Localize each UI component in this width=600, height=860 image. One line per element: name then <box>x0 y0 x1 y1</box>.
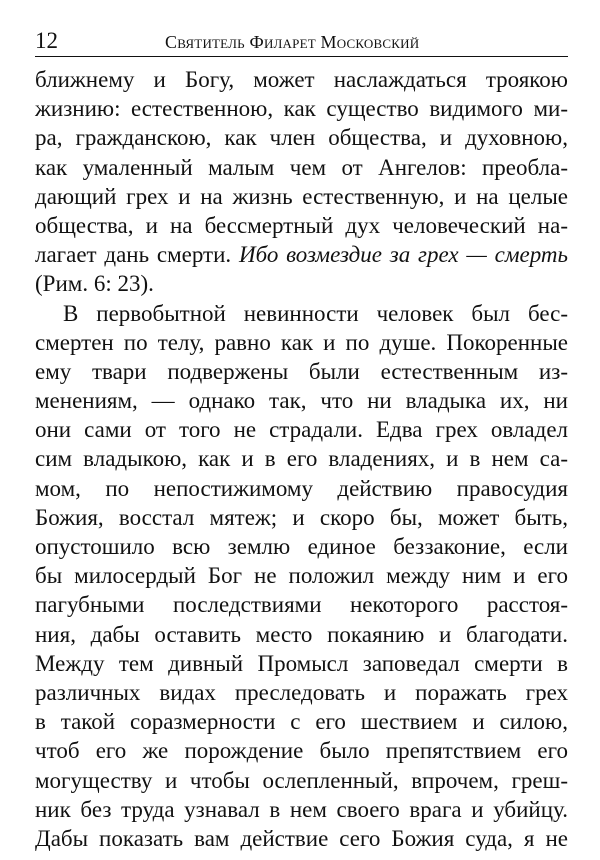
page-body <box>35 65 568 853</box>
text-line: мом, по непостижимому действию правосудия <box>35 475 568 501</box>
text-line: могуществу и чтобы ослепленный, впрочем, греш- <box>35 767 568 793</box>
text-line: пагубными последствиями некоторого расстоя- <box>35 592 568 618</box>
running-title: Святитель Филарет Московский <box>165 32 420 52</box>
text-line: ему твари подвержены были естественным из- <box>35 358 568 384</box>
line-text: лагает дань смерти. <box>35 242 232 268</box>
text-line: Дабы показать вам действие сего Божия суда, я не <box>35 825 568 851</box>
text-line: ния, дабы оставить место покаянию и благодати. <box>35 621 568 647</box>
text-line: различных видах преследовать и поражать грех <box>35 679 568 705</box>
paragraph <box>35 65 568 299</box>
text-line: опустошило всю землю единое беззаконие, если <box>35 534 568 559</box>
text-line: Между тем дивный Промысл заповедал смерти в <box>35 650 568 676</box>
paragraph <box>35 299 568 854</box>
text-line: ра, гражданскою, как член общества, и духовною, <box>35 125 568 151</box>
text-line: сим владыкою, как и в его владениях, и в нем са- <box>35 446 568 472</box>
text-line: смертен по телу, равно как и по душе. Покоренные <box>35 329 568 355</box>
page-number: 12 <box>35 28 58 53</box>
text-line: жизнию: естественною, как существо видимого ми- <box>35 96 568 122</box>
text-line: ближнему и Богу, может наслаждаться троякою <box>35 67 568 92</box>
text-line: они сами от того не страдали. Едва грех овладел <box>35 417 568 443</box>
running-header <box>35 26 568 57</box>
text-line: в такой соразмерности с его шествием и силою, <box>35 709 568 735</box>
text-line: менениям, — однако так, что ни владыка их, ни <box>35 388 568 414</box>
text-line: как умаленный малым чем от Ангелов: преобла- <box>35 154 568 180</box>
scripture-reference: (Рим. 6: 23). <box>35 271 154 297</box>
text-line: В первобытной невинности человек был бес- <box>63 300 568 326</box>
text-line: ник без труда узнавал в нем своего врага и убийцу. <box>35 796 568 822</box>
text-line: Божия, восстал мятеж; и скоро бы, может быть, <box>35 504 568 530</box>
text-line: чтоб его же порождение было препятствием его <box>35 738 568 764</box>
text-line <box>35 240 568 269</box>
text-line: бы милосердый Бог не положил между ним и его <box>35 563 568 589</box>
text-line: дающий грех и на жизнь естественную, и на целые <box>35 183 568 209</box>
text-line: общества, и на бессмертный дух человеческий на- <box>35 212 568 238</box>
scripture-quote: Ибо возмездие за грех — смерть <box>238 242 569 268</box>
